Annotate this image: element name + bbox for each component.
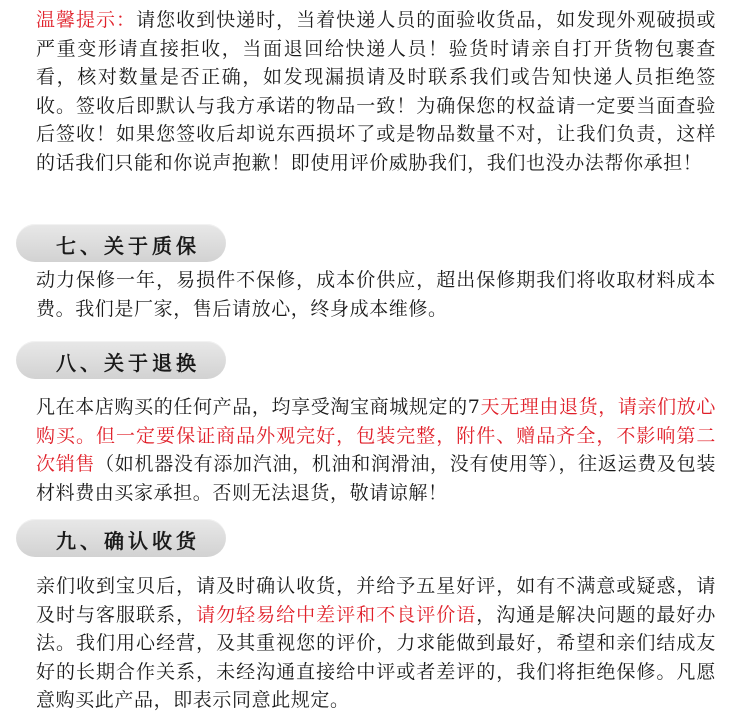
- section-title-warranty: 七、关于质保: [56, 234, 200, 258]
- confirm-paragraph: [36, 572, 716, 715]
- notice-label: 温馨提示：: [36, 9, 137, 31]
- section-title-returns: 八、关于退换: [56, 351, 200, 375]
- section-header-warranty: [16, 224, 226, 262]
- returns-text-2: （如机器没有添加汽油，机油和润滑油，没有使用等），往返运费及包装材料费由买家承担。否则无法退货，敬请谅解！: [36, 453, 716, 504]
- section-header-confirm: [16, 519, 226, 557]
- notice-paragraph: [36, 6, 716, 177]
- confirm-text-1: 亲们收到宝贝后，请及时确认收货，并给予五星好评，如有不满意或疑惑，请及时与客服联系，: [36, 575, 716, 626]
- section-title-confirm: 九、确认收货: [56, 529, 200, 553]
- warranty-paragraph: 动力保修一年，易损件不保修，成本价供应，超出保修期我们将收取材料成本费。我们是厂家，售后请放心，终身成本维修。: [36, 269, 716, 320]
- section-header-returns: [16, 341, 226, 379]
- confirm-text-2: ，沟通是解决问题的最好办法。我们用心经营，及其重视您的评价，力求能做到最好，希望和亲们结成友好的长期合作关系，未经沟通直接给中评或者差评的，我们将拒绝保修。凡愿意购买此产品，即表示同意此规定。: [36, 603, 716, 711]
- returns-paragraph: [36, 393, 716, 507]
- notice-body: 请您收到快递时，当着快递人员的面验收货品，如发现外观破损或严重变形请直接拒收，当面退回给快递人员！验货时请亲自打开货物包裹查看，核对数量是否正确，如发现漏损请及时联系我们或告知快递人员拒绝签收。签收后即默认与我方承诺的物品一致！为确保您的权益请一定要当面查验后签收！如果您签收后却说东西损坏了或是物品数量不对，让我们负责，这样的话我们只能和你说声抱歉！即使用评价威胁我们，我们也没办法帮你承担！: [36, 9, 716, 174]
- confirm-text-highlight: 请勿轻易给中差评和不良评价语: [196, 603, 477, 626]
- returns-text-1: 凡在本店购买的任何产品，均享受淘宝商城规定的7: [36, 396, 481, 418]
- returns-text-highlight: 天无理由退货，请亲们放心购买。但一定要保证商品外观完好，包装完整，附件、赠品齐全，不影响第二次销售: [36, 396, 717, 475]
